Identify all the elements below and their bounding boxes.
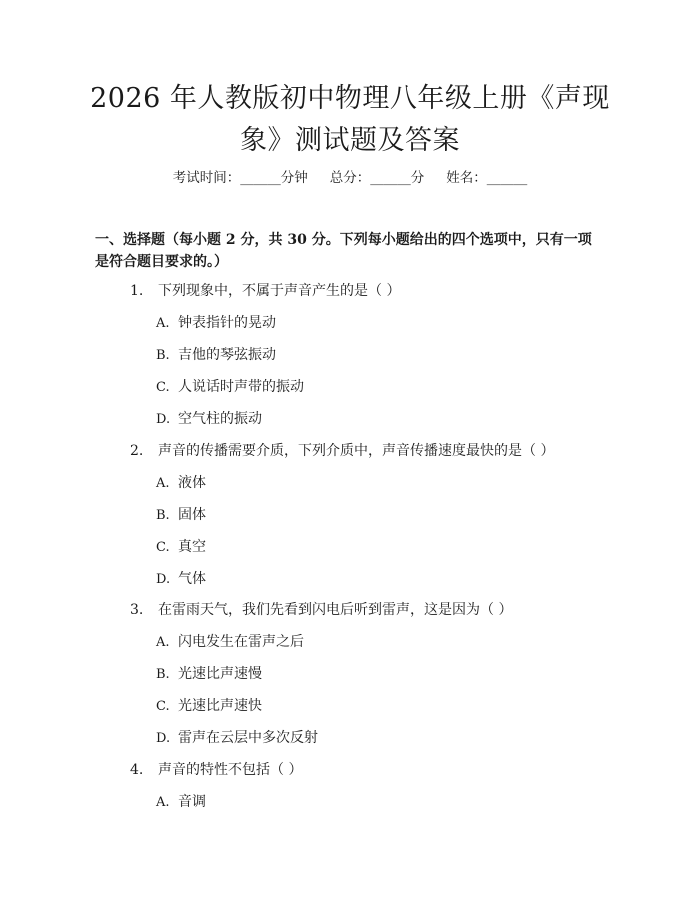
question-1: [130, 281, 400, 301]
question-4: [130, 760, 302, 780]
question-2-option-a: [156, 473, 206, 494]
option-letter: C.: [156, 540, 170, 555]
question-number: 1.: [130, 283, 144, 299]
question-number: 3.: [130, 602, 144, 618]
question-1-option-a: [156, 313, 276, 334]
question-3-option-c: [156, 696, 262, 717]
question-text: 下列现象中，不属于声音产生的是（ ）: [158, 283, 401, 299]
option-text: 钟表指针的晃动: [178, 315, 276, 331]
question-text: 在雷雨天气，我们先看到闪电后听到雷声，这是因为（ ）: [158, 602, 513, 618]
question-3-option-b: [156, 664, 262, 685]
option-letter: B.: [156, 348, 170, 363]
exam-time: 考试时间：______分钟: [172, 170, 308, 186]
question-2-option-d: [156, 569, 206, 590]
question-3-option-a: [156, 632, 304, 653]
option-text: 雷声在云层中多次反射: [178, 730, 318, 746]
option-text: 光速比声速慢: [178, 666, 262, 682]
question-2-option-c: [156, 537, 206, 558]
question-2: [130, 441, 554, 461]
option-letter: D.: [156, 572, 171, 587]
option-letter: C.: [156, 380, 170, 395]
option-text: 人说话时声带的振动: [178, 379, 304, 395]
question-1-option-d: [156, 409, 262, 430]
option-text: 液体: [178, 475, 206, 491]
question-3: [130, 600, 512, 620]
question-number: 2.: [130, 443, 144, 459]
question-3-option-d: [156, 728, 318, 749]
option-letter: B.: [156, 508, 170, 523]
exam-score: 总分：______分: [329, 170, 425, 186]
option-text: 光速比声速快: [178, 698, 262, 714]
option-text: 闪电发生在雷声之后: [178, 634, 304, 650]
option-letter: B.: [156, 667, 170, 682]
option-letter: C.: [156, 699, 170, 714]
question-1-option-c: [156, 377, 304, 398]
student-name: 姓名：______: [446, 170, 528, 186]
option-text: 吉他的琴弦振动: [178, 347, 276, 363]
option-letter: D.: [156, 731, 171, 746]
question-text: 声音的特性不包括（ ）: [158, 762, 303, 778]
exam-meta: [0, 168, 700, 188]
option-letter: A.: [156, 476, 170, 491]
option-letter: A.: [156, 316, 170, 331]
question-1-option-b: [156, 345, 276, 366]
question-text: 声音的传播需要介质，下列介质中，声音传播速度最快的是（ ）: [158, 443, 555, 459]
option-letter: A.: [156, 635, 170, 650]
option-text: 空气柱的振动: [178, 411, 262, 427]
option-letter: A.: [156, 795, 170, 810]
document-title: 2026 年人教版初中物理八年级上册《声现象》测试题及答案: [90, 83, 610, 156]
option-letter: D.: [156, 412, 171, 427]
option-text: 固体: [178, 507, 206, 523]
question-2-option-b: [156, 505, 206, 526]
option-text: 音调: [178, 794, 206, 810]
question-number: 4.: [130, 762, 144, 778]
question-4-option-a: [156, 792, 206, 813]
option-text: 真空: [178, 539, 206, 555]
section-heading: 一、选择题（每小题 2 分，共 30 分。下列每小题给出的四个选项中，只有一项是符合题目要求的。）: [95, 232, 592, 270]
option-text: 气体: [178, 571, 206, 587]
